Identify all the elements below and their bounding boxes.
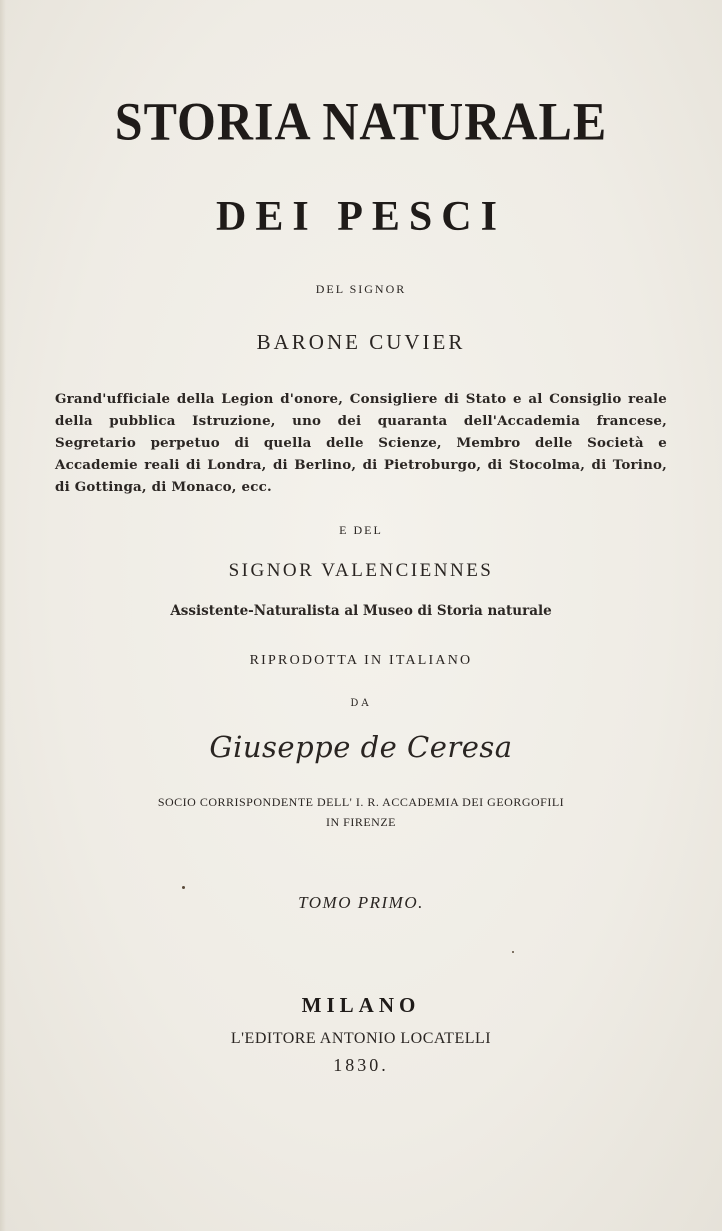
imprint-city: MILANO bbox=[301, 993, 421, 1017]
imprint-publisher: L'EDITORE ANTONIO LOCATELLI bbox=[230, 1030, 492, 1047]
cuvier-description: Grand'ufficiale della Legion d'onore, Consigliere di Stato e al Consiglio reale della pubblica Istruzione, uno dei quaranta dell'Accademia francese, Segretario perpetuo di quella delle Scienze, Membro delle Società e Accademie reali di Londra, di Berlino, di Pietroburgo, di Stocolma, di Torino, di Gottinga, di Monaco, ecc. bbox=[55, 391, 667, 495]
translator-role-line-2: IN FIRENZE bbox=[326, 815, 396, 829]
ink-speck bbox=[182, 886, 185, 889]
e-del-label: E DEL bbox=[339, 523, 383, 537]
del-signor-label: DEL SIGNOR bbox=[315, 282, 407, 296]
translator-name: Giuseppe de Ceresa bbox=[209, 730, 513, 764]
translation-note: RIPRODOTTA IN ITALIANO bbox=[249, 653, 473, 668]
title-line-2: DEI PESCI bbox=[216, 194, 506, 240]
valenciennes-description: Assistente-Naturalista al Museo di Storia naturale bbox=[170, 603, 552, 619]
title-line-1: STORIA NATURALE bbox=[114, 90, 608, 152]
da-label: DA bbox=[350, 698, 372, 709]
volume-label: TOMO PRIMO. bbox=[298, 893, 424, 912]
ink-speck bbox=[512, 951, 514, 953]
imprint-year: 1830. bbox=[333, 1055, 389, 1075]
author-valenciennes: SIGNOR VALENCIENNES bbox=[228, 560, 494, 581]
translator-role-line-1: SOCIO CORRISPONDENTE DELL' I. R. ACCADEMIA DEI GEORGOFILI bbox=[157, 795, 565, 809]
author-cuvier: BARONE CUVIER bbox=[256, 330, 466, 354]
